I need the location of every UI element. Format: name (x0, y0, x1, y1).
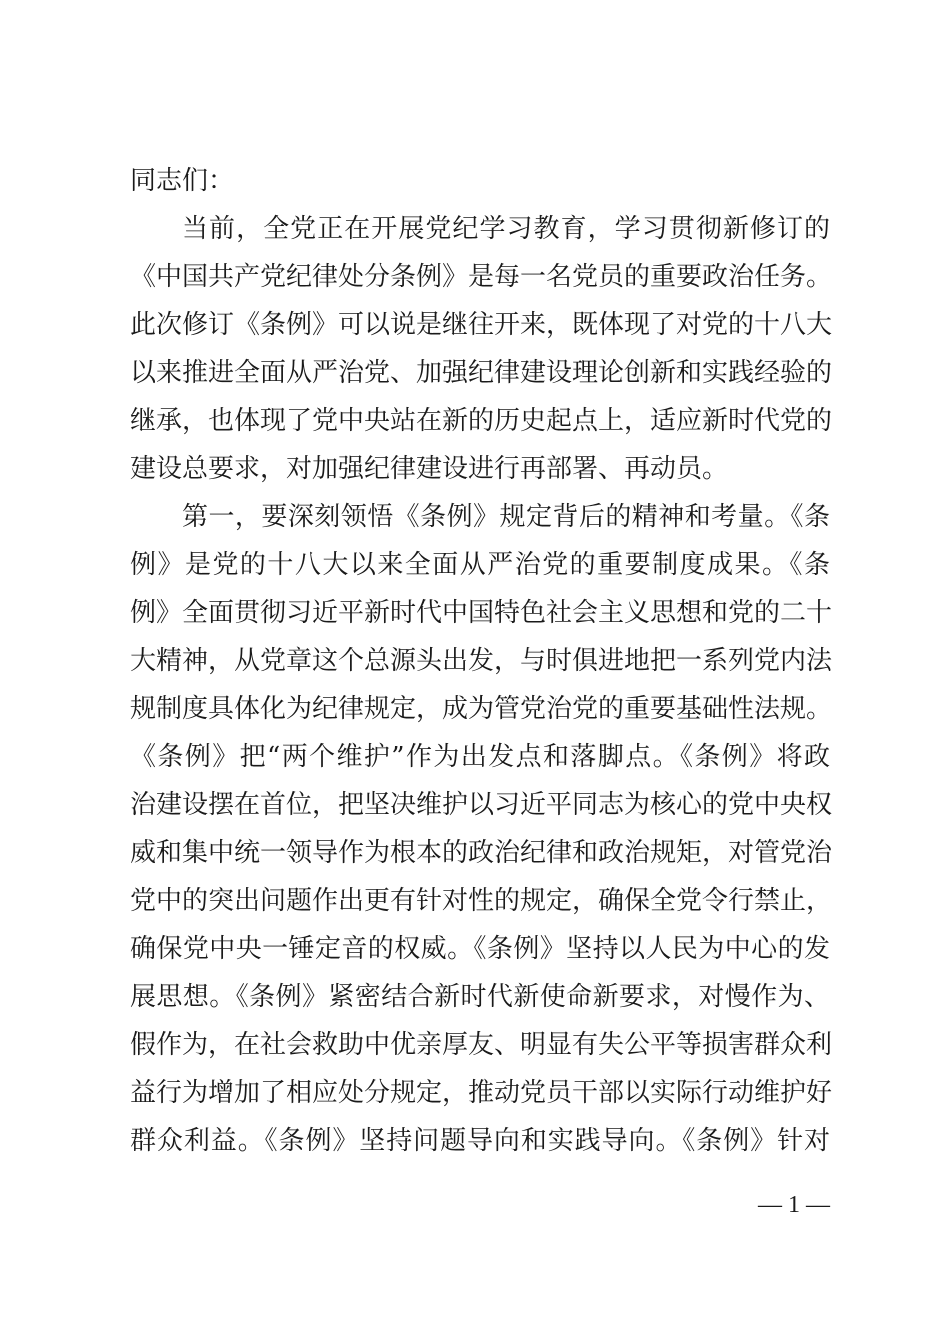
paragraph-1-line-6: 建设总要求，对加强纪律建设进行再部署、再动员。 (130, 454, 729, 484)
paragraph-2-line-12: 假作为，在社会救助中优亲厚友、明显有失公平等损害群众利 (130, 1030, 833, 1060)
paragraph-2-line-13: 益行为增加了相应处分规定，推动党员干部以实际行动维护好 (130, 1078, 833, 1108)
document-body (130, 157, 833, 1165)
paragraph-2-line-11: 展思想。《条例》紧密结合新时代新使命新要求，对慢作为、 (130, 982, 830, 1012)
paragraph-2-line-5: 规制度具体化为纪律规定，成为管党治党的重要基础性法规。 (130, 694, 833, 724)
page-number: — 1 — (758, 1192, 830, 1218)
paragraph-2-line-6: 《条例》把“两个维护”作为出发点和落脚点。《条例》将政 (130, 742, 830, 772)
paragraph-2-line-9: 党中的突出问题作出更有针对性的规定，确保全党令行禁止， (130, 886, 833, 916)
paragraph-1-line-5: 继承，也体现了党中央站在新的历史起点上，适应新时代党的 (130, 406, 833, 436)
paragraph-2-line-3: 例》全面贯彻习近平新时代中国特色社会主义思想和党的二十 (130, 598, 833, 628)
paragraph-2-line-1: 第一，要深刻领悟《条例》规定背后的精神和考量。《条 (182, 502, 830, 532)
paragraph-2-line-2: 例》是党的十八大以来全面从严治党的重要制度成果。《条 (130, 550, 830, 580)
paragraph-1-line-1: 当前，全党正在开展党纪学习教育，学习贯彻新修订的 (182, 214, 830, 244)
paragraph-2-line-14: 群众利益。《条例》坚持问题导向和实践导向。《条例》针对 (130, 1126, 830, 1156)
paragraph-2-line-4: 大精神，从党章这个总源头出发，与时俱进地把一系列党内法 (130, 646, 833, 676)
paragraph-2-line-10: 确保党中央一锤定音的权威。《条例》坚持以人民为中心的发 (130, 934, 830, 964)
salutation: 同志们： (130, 166, 235, 196)
paragraph-1-line-4: 以来推进全面从严治党、加强纪律建设理论创新和实践经验的 (130, 358, 833, 388)
paragraph-2-line-8: 威和集中统一领导作为根本的政治纪律和政治规矩，对管党治 (130, 838, 833, 868)
paragraph-2-line-7: 治建设摆在首位，把坚决维护以习近平同志为核心的党中央权 (130, 790, 833, 820)
paragraph-1-line-3: 此次修订《条例》可以说是继往开来，既体现了对党的十八大 (130, 310, 833, 340)
paragraph-1-line-2: 《中国共产党纪律处分条例》是每一名党员的重要政治任务。 (130, 262, 833, 292)
